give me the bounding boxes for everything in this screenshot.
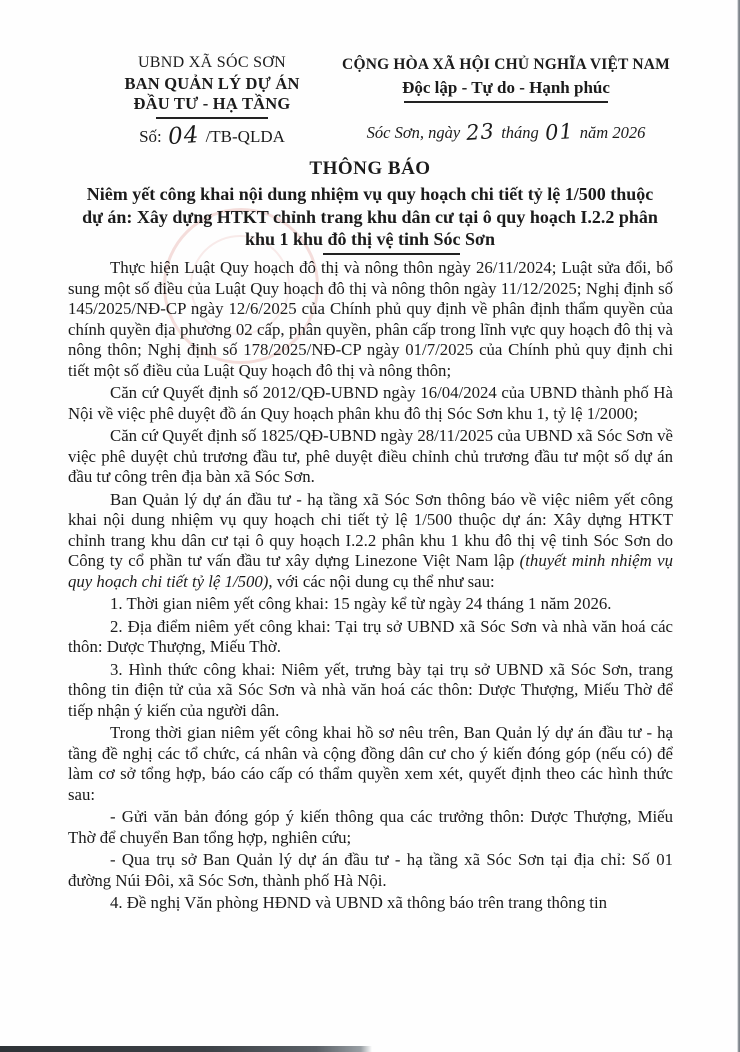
paragraph [68, 660, 673, 722]
paragraph [68, 383, 673, 424]
paragraph [68, 258, 673, 381]
document-number-suffix: /TB-QLDA [205, 126, 285, 146]
paragraph-text: Căn cứ Quyết định số 1825/QĐ-UBND ngày 28/11/2025 của UBND xã Sóc Sơn về việc phê duyệt chủ trương đầu tư, phê duyệt điều chỉnh chủ trương đầu tư một số dự án đầu tư công trên địa bàn xã Sóc Sơn. [68, 426, 673, 486]
issuing-agency-block [103, 54, 321, 150]
motto-underline [404, 101, 608, 103]
scan-bottom-bar-artifact [0, 1046, 372, 1052]
date-day-handwritten: 23 [465, 119, 496, 145]
paragraph-text: Thực hiện Luật Quy hoạch đô thị và nông thôn ngày 26/11/2024; Luật sửa đổi, bổ sung một số điều của Luật Quy hoạch đô thị và nông thôn ngày 11/12/2025; Nghị định số 145/2025/NĐ-CP ngày 12/6/2025 của Chính phủ quy định về phân định thẩm quyền của chính quyền địa phương 02 cấp, phân quyền, phân cấp trong lĩnh vực quy hoạch đô thị và nông thôn; Nghị định số 178/2025/NĐ-CP ngày 01/7/2025 của Chính phủ quy định chi tiết một số điều của Luật Quy hoạch đô thị và nông thôn; [68, 258, 673, 380]
paragraph [68, 426, 673, 488]
paragraph-text: 2. Địa điểm niêm yết công khai: Tại trụ sở UBND xã Sóc Sơn và nhà văn hoá các thôn: Dược Thượng, Miếu Thờ. [68, 616, 673, 656]
paragraph-text-italic: (thuyết minh nhiệm vụ quy hoạch chi tiết tỷ lệ 1/500) [68, 551, 673, 591]
place-date-line [328, 119, 684, 145]
paragraph [68, 594, 673, 615]
subtitle-line-2: dự án: Xây dựng HTKT chỉnh trang khu dân cư tại ô quy hoạch I.2.2 phân [82, 206, 658, 227]
paragraph [68, 850, 673, 891]
document-subtitle [64, 183, 676, 251]
agency-name-line2: ĐẦU TƯ - HẠ TẦNG [133, 94, 291, 114]
paragraph [68, 617, 673, 658]
agency-name-line1: BAN QUẢN LÝ DỰ ÁN [124, 73, 300, 93]
paragraph-text: 3. Hình thức công khai: Niêm yết, trưng bày tại trụ sở UBND xã Sóc Sơn, trang thông tin điện tử của xã Sóc Sơn và nhà văn hoá các thôn: Dược Thượng, Miếu Thờ để tiếp nhận ý kiến của người dân. [68, 659, 673, 720]
paragraph [68, 807, 673, 848]
date-month-handwritten: 01 [544, 119, 575, 145]
paragraph-text: Ban Quản lý dự án đầu tư - hạ tầng xã Sóc Sơn thông báo về việc niêm yết công khai nội dung nhiệm vụ quy hoạch chi tiết tỷ lệ 1/500 thuộc dự án: Xây dựng HTKT chỉnh trang khu dân cư tại ô quy hoạch I.2.2 phân khu 1 khu đô thị vệ tinh Sóc Sơn do Công ty cổ phần tư vấn đầu tư xây dựng Linezone Việt Nam lập [68, 489, 673, 570]
agency-underline [156, 117, 268, 119]
document-number-handwritten: 04 [167, 121, 201, 150]
subtitle-underline [323, 253, 460, 255]
date-prefix: Sóc Sơn, ngày [366, 122, 461, 142]
title-block [64, 158, 676, 255]
national-header-block [328, 56, 684, 143]
document-body [68, 258, 673, 916]
paragraph-text: - Qua trụ sở Ban Quản lý dự án đầu tư - hạ tầng xã Sóc Sơn tại địa chỉ: Số 01 đường Núi Đôi, xã Sóc Sơn, thành phố Hà Nội. [68, 850, 673, 890]
paragraph-text: - Gửi văn bản đóng góp ý kiến thông qua các trưởng thôn: Dược Thượng, Miếu Thờ để chuyển Ban tổng hợp, nghiên cứu; [68, 807, 673, 847]
document-title: THÔNG BÁO [309, 158, 431, 179]
national-title: CỘNG HÒA XÃ HỘI CHỦ NGHĨA VIỆT NAM [342, 56, 670, 73]
paragraph-text: 4. Đề nghị Văn phòng HĐND và UBND xã thông báo trên trang thông tin [110, 893, 607, 912]
paragraph-text: 1. Thời gian niêm yết công khai: 15 ngày kể từ ngày 24 tháng 1 năm 2026. [110, 594, 612, 613]
document-number-label: Số: [139, 126, 162, 146]
agency-parent-name: UBND XÃ SÓC SƠN [137, 54, 287, 71]
paragraph [68, 490, 673, 593]
date-middle: tháng [501, 122, 539, 142]
paragraph-text: , với các nội dung cụ thể như sau: [268, 571, 495, 591]
paragraph-text: Căn cứ Quyết định số 2012/QĐ-UBND ngày 16/04/2024 của UBND thành phố Hà Nội về việc phê duyệt đồ án Quy hoạch phân khu đô thị Sóc Sơn khu 1, tỷ lệ 1/2000; [68, 383, 673, 423]
document-number-line [103, 121, 321, 150]
date-suffix: năm 2026 [579, 122, 646, 142]
national-motto: Độc lập - Tự do - Hạnh phúc [402, 77, 610, 97]
subtitle-line-3: khu 1 khu đô thị vệ tinh Sóc Sơn [244, 229, 496, 249]
paragraph-text: Trong thời gian niêm yết công khai hồ sơ nêu trên, Ban Quản lý dự án đầu tư - hạ tầng đề nghị các tổ chức, cá nhân và cộng đồng dân cư cho ý kiến đóng góp (nếu có) để làm cơ sở tổng hợp, báo cáo cấp có thẩm quyền xem xét, quyết định theo các hình thức sau: [68, 723, 673, 804]
paragraph [68, 893, 673, 914]
paragraph [68, 723, 673, 805]
subtitle-line-1: Niêm yết công khai nội dung nhiệm vụ quy hoạch chi tiết tỷ lệ 1/500 thuộc [86, 184, 654, 204]
